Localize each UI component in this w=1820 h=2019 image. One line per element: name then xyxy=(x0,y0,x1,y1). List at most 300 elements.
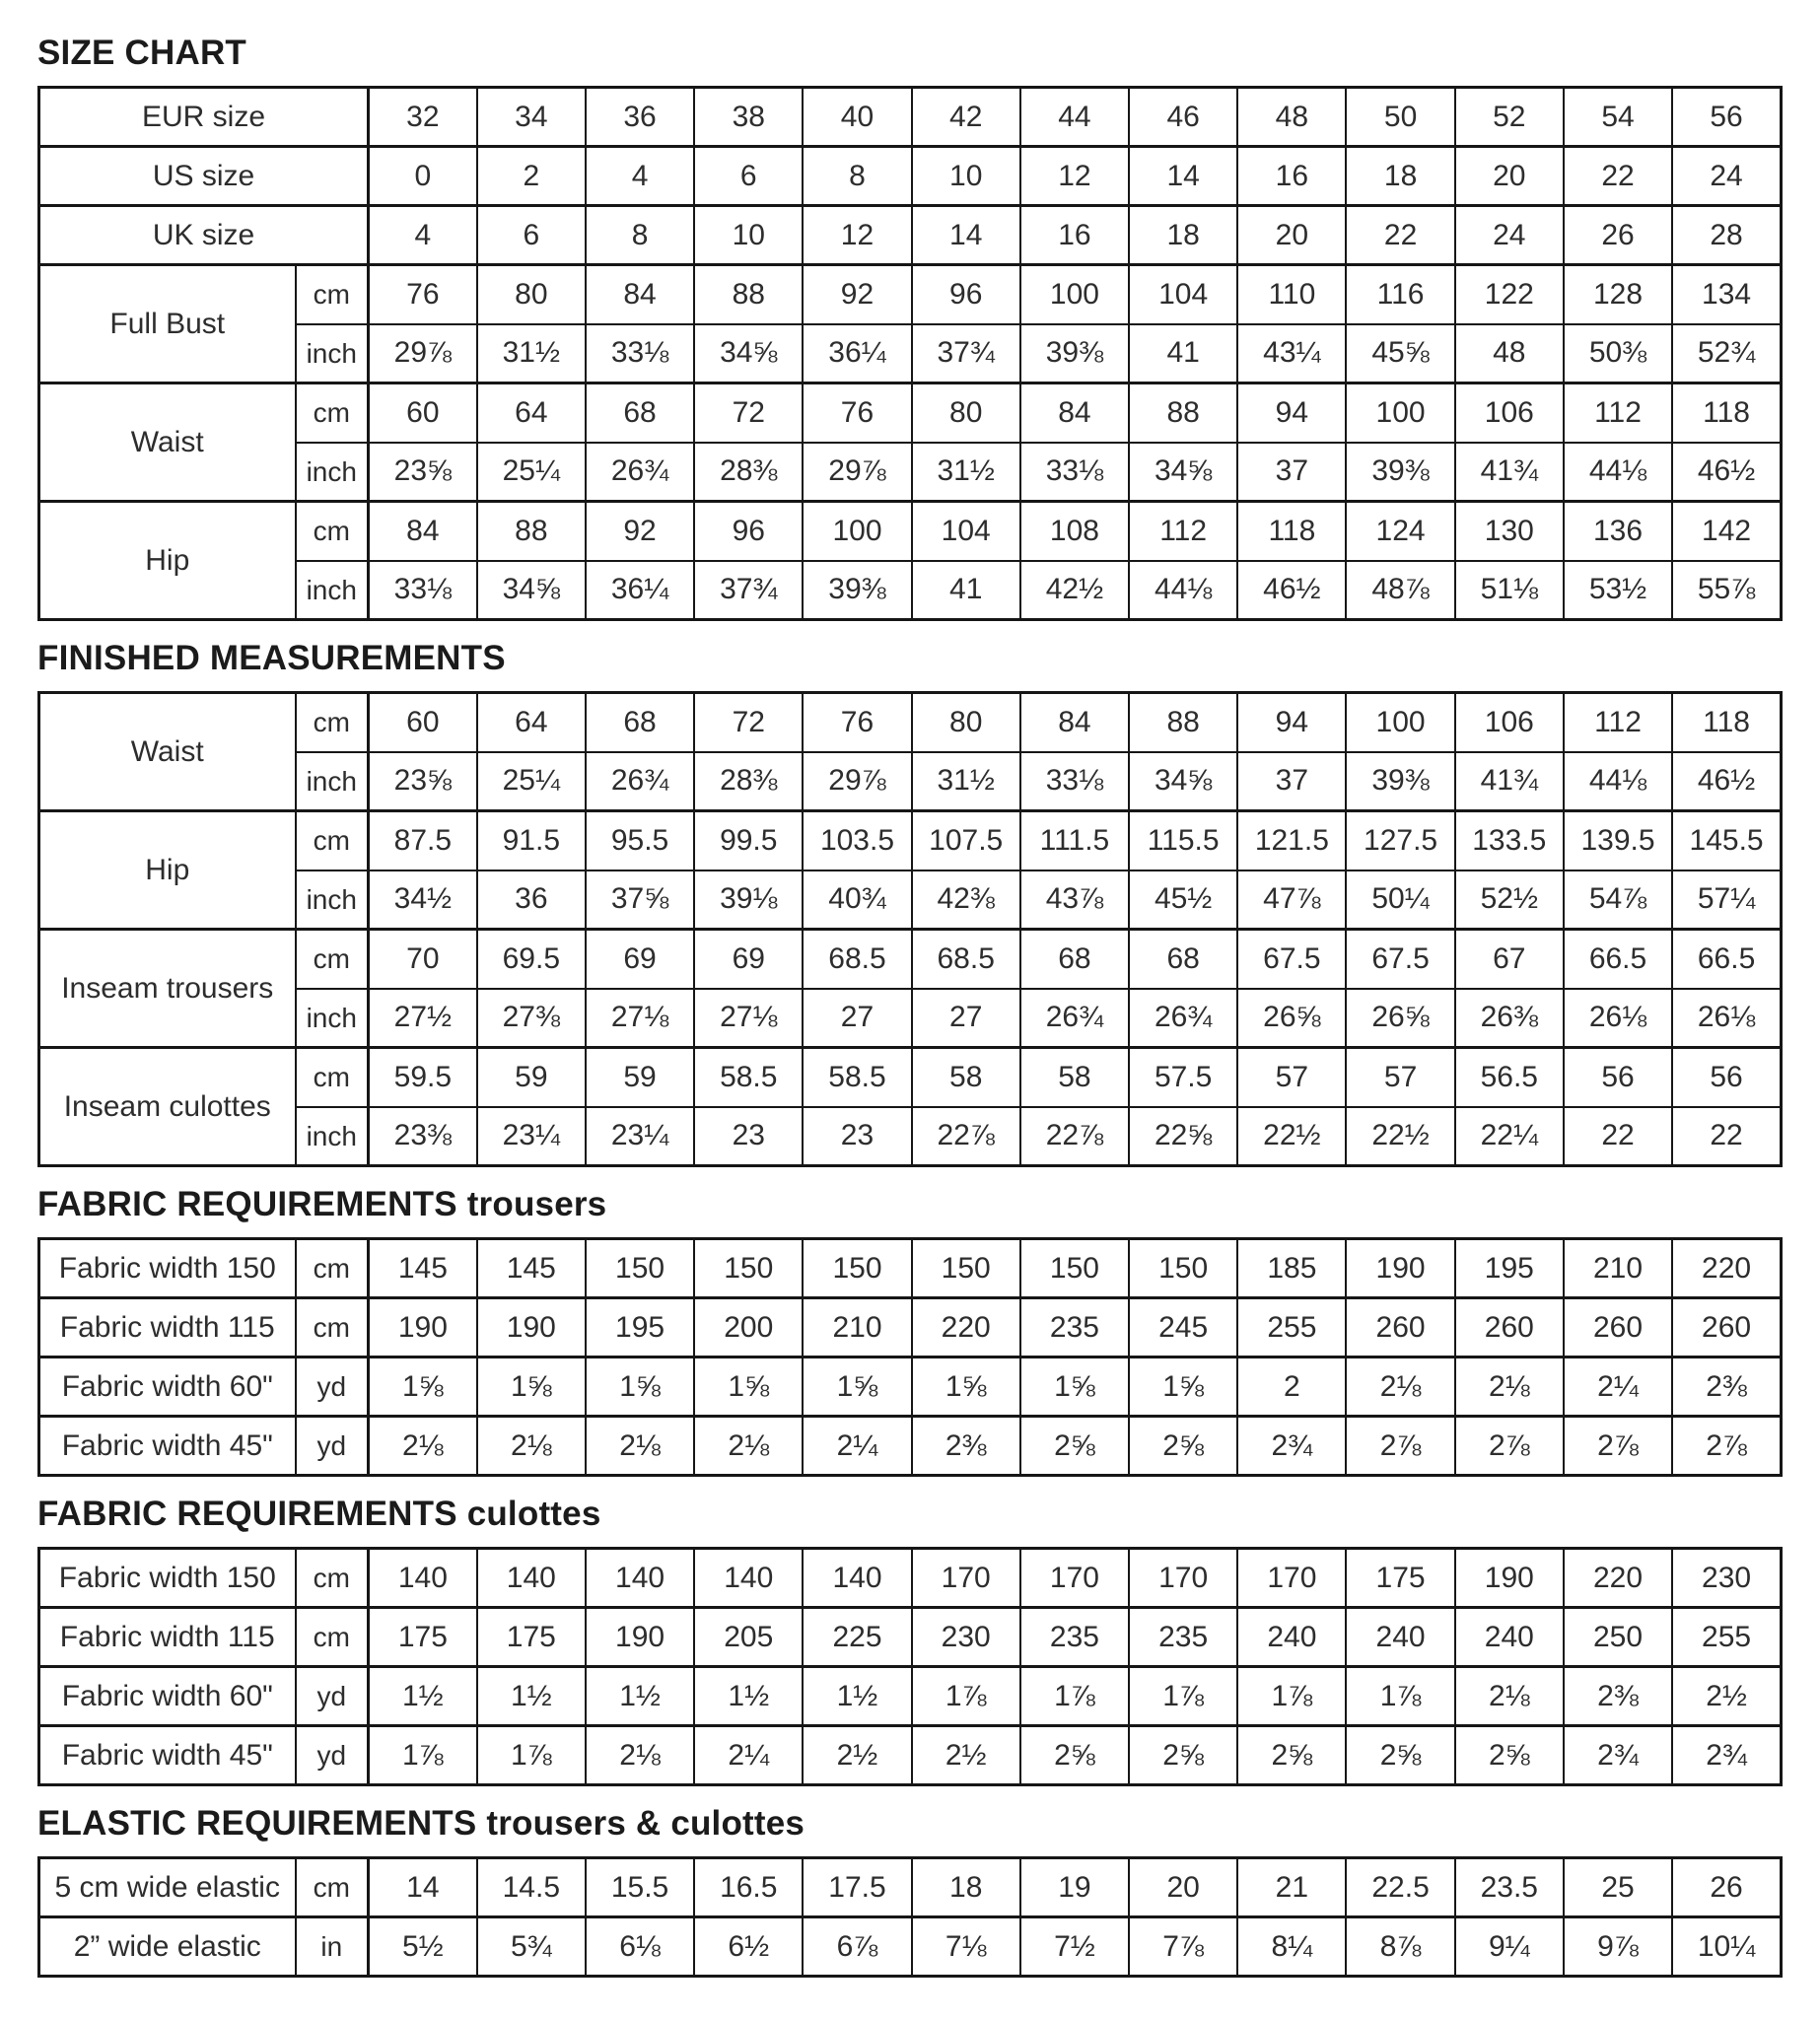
unit-label: cm xyxy=(296,383,369,443)
value-cell: 2¼ xyxy=(803,1417,911,1476)
value-cell: 44⅛ xyxy=(1129,561,1237,620)
value-cell: 2⅞ xyxy=(1672,1417,1781,1476)
value-cell: 1⅝ xyxy=(369,1358,477,1417)
value-cell: 255 xyxy=(1237,1298,1346,1358)
value-cell: 52 xyxy=(1455,88,1564,147)
value-cell: 26⅝ xyxy=(1237,989,1346,1048)
value-cell: 2⅛ xyxy=(1455,1358,1564,1417)
value-cell: 210 xyxy=(803,1298,911,1358)
value-cell: 95.5 xyxy=(586,811,694,870)
value-cell: 52¾ xyxy=(1672,324,1781,383)
value-cell: 25¼ xyxy=(477,752,586,811)
value-cell: 14 xyxy=(1129,147,1237,206)
row-label: Inseam culottes xyxy=(39,1048,296,1166)
value-cell: 225 xyxy=(803,1608,911,1667)
value-cell: 34½ xyxy=(369,870,477,930)
value-cell: 46½ xyxy=(1672,443,1781,502)
value-cell: 23.5 xyxy=(1455,1858,1564,1917)
value-cell: 68 xyxy=(1129,930,1237,989)
value-cell: 31½ xyxy=(477,324,586,383)
value-cell: 2⅝ xyxy=(1020,1726,1129,1785)
table-row xyxy=(39,989,1782,1048)
unit-label: cm xyxy=(296,1298,369,1358)
value-cell: 88 xyxy=(1129,383,1237,443)
section-title-fabric-trousers: FABRIC REQUIREMENTS trousers xyxy=(37,1185,607,1223)
section-elastic-requirements xyxy=(37,1804,1783,1978)
value-cell: 112 xyxy=(1564,693,1672,752)
row-label: 2” wide elastic xyxy=(39,1917,296,1977)
row-label: Inseam trousers xyxy=(39,930,296,1048)
value-cell: 56.5 xyxy=(1455,1048,1564,1107)
value-cell: 1⅝ xyxy=(694,1358,803,1417)
row-label: Fabric width 115 xyxy=(39,1298,296,1358)
value-cell: 150 xyxy=(694,1239,803,1298)
value-cell: 26 xyxy=(1672,1858,1781,1917)
value-cell: 260 xyxy=(1455,1298,1564,1358)
value-cell: 10 xyxy=(694,206,803,265)
value-cell: 12 xyxy=(1020,147,1129,206)
value-cell: 67.5 xyxy=(1346,930,1454,989)
unit-label: inch xyxy=(296,870,369,930)
value-cell: 33⅛ xyxy=(369,561,477,620)
value-cell: 37¾ xyxy=(912,324,1020,383)
unit-label: cm xyxy=(296,1608,369,1667)
value-cell: 220 xyxy=(912,1298,1020,1358)
value-cell: 122 xyxy=(1455,265,1564,324)
table-row xyxy=(39,1858,1782,1917)
unit-label: cm xyxy=(296,693,369,752)
value-cell: 2¼ xyxy=(694,1726,803,1785)
value-cell: 1½ xyxy=(477,1667,586,1726)
value-cell: 51⅛ xyxy=(1455,561,1564,620)
value-cell: 50¼ xyxy=(1346,870,1454,930)
value-cell: 45⅝ xyxy=(1346,324,1454,383)
value-cell: 111.5 xyxy=(1020,811,1129,870)
table-row xyxy=(39,1107,1782,1166)
value-cell: 150 xyxy=(912,1239,1020,1298)
section-finished-measurements xyxy=(37,639,1783,1167)
value-cell: 47⅞ xyxy=(1237,870,1346,930)
value-cell: 170 xyxy=(1237,1549,1346,1608)
value-cell: 46½ xyxy=(1237,561,1346,620)
value-cell: 1⅞ xyxy=(912,1667,1020,1726)
value-cell: 1½ xyxy=(369,1667,477,1726)
value-cell: 94 xyxy=(1237,383,1346,443)
value-cell: 140 xyxy=(586,1549,694,1608)
value-cell: 136 xyxy=(1564,502,1672,561)
value-cell: 64 xyxy=(477,693,586,752)
value-cell: 6 xyxy=(477,206,586,265)
value-cell: 37¾ xyxy=(694,561,803,620)
value-cell: 27 xyxy=(912,989,1020,1048)
value-cell: 16.5 xyxy=(694,1858,803,1917)
value-cell: 140 xyxy=(477,1549,586,1608)
row-label: Fabric width 150 xyxy=(39,1239,296,1298)
value-cell: 2⅛ xyxy=(586,1726,694,1785)
value-cell: 42½ xyxy=(1020,561,1129,620)
unit-label: cm xyxy=(296,1239,369,1298)
value-cell: 100 xyxy=(803,502,911,561)
value-cell: 59.5 xyxy=(369,1048,477,1107)
unit-label: inch xyxy=(296,989,369,1048)
value-cell: 36 xyxy=(477,870,586,930)
value-cell: 2⅝ xyxy=(1129,1726,1237,1785)
value-cell: 8⅞ xyxy=(1346,1917,1454,1977)
value-cell: 140 xyxy=(369,1549,477,1608)
unit-label: inch xyxy=(296,561,369,620)
value-cell: 91.5 xyxy=(477,811,586,870)
value-cell: 26⅛ xyxy=(1672,989,1781,1048)
value-cell: 2¾ xyxy=(1564,1726,1672,1785)
finished-measurements-table xyxy=(37,691,1783,1167)
unit-label: inch xyxy=(296,324,369,383)
value-cell: 14.5 xyxy=(477,1858,586,1917)
value-cell: 33⅛ xyxy=(1020,443,1129,502)
value-cell: 19 xyxy=(1020,1858,1129,1917)
value-cell: 24 xyxy=(1455,206,1564,265)
value-cell: 2⅞ xyxy=(1564,1417,1672,1476)
value-cell: 80 xyxy=(477,265,586,324)
value-cell: 230 xyxy=(912,1608,1020,1667)
value-cell: 10¼ xyxy=(1672,1917,1781,1977)
value-cell: 92 xyxy=(803,265,911,324)
value-cell: 23¼ xyxy=(477,1107,586,1166)
table-row xyxy=(39,811,1782,870)
value-cell: 22⅞ xyxy=(1020,1107,1129,1166)
value-cell: 66.5 xyxy=(1672,930,1781,989)
value-cell: 22 xyxy=(1564,147,1672,206)
value-cell: 20 xyxy=(1129,1858,1237,1917)
value-cell: 1⅞ xyxy=(1237,1667,1346,1726)
value-cell: 1⅞ xyxy=(1129,1667,1237,1726)
value-cell: 260 xyxy=(1564,1298,1672,1358)
value-cell: 1⅝ xyxy=(912,1358,1020,1417)
section-size-chart xyxy=(37,34,1783,621)
section-title-elastic: ELASTIC REQUIREMENTS trousers & culottes xyxy=(37,1804,805,1843)
unit-label: cm xyxy=(296,811,369,870)
table-row xyxy=(39,1239,1782,1298)
table-row xyxy=(39,870,1782,930)
value-cell: 34⅝ xyxy=(477,561,586,620)
value-cell: 145 xyxy=(369,1239,477,1298)
value-cell: 88 xyxy=(694,265,803,324)
value-cell: 16 xyxy=(1237,147,1346,206)
value-cell: 107.5 xyxy=(912,811,1020,870)
value-cell: 2⅛ xyxy=(1346,1358,1454,1417)
value-cell: 145 xyxy=(477,1239,586,1298)
row-label: Fabric width 60" xyxy=(39,1358,296,1417)
value-cell: 103.5 xyxy=(803,811,911,870)
value-cell: 255 xyxy=(1672,1608,1781,1667)
value-cell: 26¾ xyxy=(1020,989,1129,1048)
value-cell: 76 xyxy=(803,693,911,752)
value-cell: 48 xyxy=(1455,324,1564,383)
unit-label: yd xyxy=(296,1358,369,1417)
unit-label: cm xyxy=(296,930,369,989)
value-cell: 41 xyxy=(1129,324,1237,383)
value-cell: 1⅝ xyxy=(1129,1358,1237,1417)
value-cell: 142 xyxy=(1672,502,1781,561)
value-cell: 42⅜ xyxy=(912,870,1020,930)
value-cell: 29⅞ xyxy=(803,443,911,502)
value-cell: 59 xyxy=(586,1048,694,1107)
value-cell: 108 xyxy=(1020,502,1129,561)
value-cell: 68 xyxy=(586,383,694,443)
value-cell: 2⅝ xyxy=(1129,1417,1237,1476)
value-cell: 84 xyxy=(1020,693,1129,752)
value-cell: 87.5 xyxy=(369,811,477,870)
value-cell: 68 xyxy=(1020,930,1129,989)
table-row xyxy=(39,383,1782,443)
value-cell: 2⅝ xyxy=(1455,1726,1564,1785)
value-cell: 28⅜ xyxy=(694,443,803,502)
value-cell: 128 xyxy=(1564,265,1672,324)
section-fabric-requirements-trousers xyxy=(37,1185,1783,1477)
value-cell: 57¼ xyxy=(1672,870,1781,930)
value-cell: 8¼ xyxy=(1237,1917,1346,1977)
table-row xyxy=(39,1048,1782,1107)
table-row xyxy=(39,1608,1782,1667)
value-cell: 116 xyxy=(1346,265,1454,324)
value-cell: 40¾ xyxy=(803,870,911,930)
value-cell: 12 xyxy=(803,206,911,265)
value-cell: 106 xyxy=(1455,383,1564,443)
section-title-size-chart: SIZE CHART xyxy=(37,34,246,72)
value-cell: 230 xyxy=(1672,1549,1781,1608)
value-cell: 37 xyxy=(1237,752,1346,811)
value-cell: 118 xyxy=(1237,502,1346,561)
value-cell: 45½ xyxy=(1129,870,1237,930)
value-cell: 57 xyxy=(1237,1048,1346,1107)
value-cell: 4 xyxy=(369,206,477,265)
value-cell: 1⅞ xyxy=(1020,1667,1129,1726)
value-cell: 26⅝ xyxy=(1346,989,1454,1048)
value-cell: 121.5 xyxy=(1237,811,1346,870)
value-cell: 1⅝ xyxy=(1020,1358,1129,1417)
value-cell: 72 xyxy=(694,693,803,752)
value-cell: 190 xyxy=(586,1608,694,1667)
table-row xyxy=(39,147,1782,206)
value-cell: 34⅝ xyxy=(694,324,803,383)
value-cell: 34⅝ xyxy=(1129,752,1237,811)
value-cell: 66.5 xyxy=(1564,930,1672,989)
table-row xyxy=(39,1417,1782,1476)
value-cell: 72 xyxy=(694,383,803,443)
value-cell: 115.5 xyxy=(1129,811,1237,870)
value-cell: 22⅞ xyxy=(912,1107,1020,1166)
row-label: Waist xyxy=(39,693,296,811)
value-cell: 260 xyxy=(1346,1298,1454,1358)
value-cell: 1½ xyxy=(586,1667,694,1726)
table-row xyxy=(39,1917,1782,1977)
table-row xyxy=(39,502,1782,561)
value-cell: 106 xyxy=(1455,693,1564,752)
value-cell: 2⅜ xyxy=(912,1417,1020,1476)
value-cell: 18 xyxy=(1129,206,1237,265)
value-cell: 7⅞ xyxy=(1129,1917,1237,1977)
value-cell: 80 xyxy=(912,693,1020,752)
value-cell: 68.5 xyxy=(912,930,1020,989)
value-cell: 23⅝ xyxy=(369,752,477,811)
value-cell: 27⅛ xyxy=(586,989,694,1048)
value-cell: 22½ xyxy=(1346,1107,1454,1166)
value-cell: 150 xyxy=(803,1239,911,1298)
value-cell: 44⅛ xyxy=(1564,443,1672,502)
value-cell: 2⅛ xyxy=(694,1417,803,1476)
value-cell: 23¼ xyxy=(586,1107,694,1166)
section-title-finished-measurements: FINISHED MEASUREMENTS xyxy=(37,639,506,677)
value-cell: 240 xyxy=(1455,1608,1564,1667)
table-row xyxy=(39,752,1782,811)
value-cell: 84 xyxy=(1020,383,1129,443)
value-cell: 69 xyxy=(694,930,803,989)
value-cell: 2⅝ xyxy=(1020,1417,1129,1476)
value-cell: 53½ xyxy=(1564,561,1672,620)
value-cell: 29⅞ xyxy=(369,324,477,383)
value-cell: 118 xyxy=(1672,383,1781,443)
value-cell: 170 xyxy=(912,1549,1020,1608)
value-cell: 70 xyxy=(369,930,477,989)
value-cell: 26¾ xyxy=(586,752,694,811)
value-cell: 39⅜ xyxy=(803,561,911,620)
row-label: Fabric width 150 xyxy=(39,1549,296,1608)
unit-label: inch xyxy=(296,443,369,502)
value-cell: 37⅝ xyxy=(586,870,694,930)
table-row xyxy=(39,1358,1782,1417)
value-cell: 250 xyxy=(1564,1608,1672,1667)
value-cell: 195 xyxy=(586,1298,694,1358)
value-cell: 76 xyxy=(803,383,911,443)
value-cell: 84 xyxy=(369,502,477,561)
value-cell: 190 xyxy=(1346,1239,1454,1298)
value-cell: 190 xyxy=(1455,1549,1564,1608)
row-label: Fabric width 45" xyxy=(39,1417,296,1476)
table-row xyxy=(39,561,1782,620)
value-cell: 41¾ xyxy=(1455,752,1564,811)
value-cell: 205 xyxy=(694,1608,803,1667)
value-cell: 8 xyxy=(586,206,694,265)
value-cell: 94 xyxy=(1237,693,1346,752)
table-row xyxy=(39,88,1782,147)
value-cell: 96 xyxy=(694,502,803,561)
value-cell: 88 xyxy=(477,502,586,561)
value-cell: 100 xyxy=(1346,693,1454,752)
table-row xyxy=(39,1549,1782,1608)
value-cell: 134 xyxy=(1672,265,1781,324)
value-cell: 84 xyxy=(586,265,694,324)
value-cell: 25¼ xyxy=(477,443,586,502)
value-cell: 92 xyxy=(586,502,694,561)
value-cell: 22.5 xyxy=(1346,1858,1454,1917)
value-cell: 26⅛ xyxy=(1564,989,1672,1048)
value-cell: 170 xyxy=(1020,1549,1129,1608)
value-cell: 2⅝ xyxy=(1346,1726,1454,1785)
value-cell: 2¾ xyxy=(1237,1417,1346,1476)
value-cell: 58.5 xyxy=(803,1048,911,1107)
value-cell: 58 xyxy=(1020,1048,1129,1107)
value-cell: 140 xyxy=(803,1549,911,1608)
table-row xyxy=(39,443,1782,502)
row-label: Fabric width 60" xyxy=(39,1667,296,1726)
value-cell: 2½ xyxy=(803,1726,911,1785)
value-cell: 46½ xyxy=(1672,752,1781,811)
value-cell: 67.5 xyxy=(1237,930,1346,989)
value-cell: 42 xyxy=(912,88,1020,147)
value-cell: 1⅝ xyxy=(477,1358,586,1417)
value-cell: 22 xyxy=(1346,206,1454,265)
value-cell: 2¾ xyxy=(1672,1726,1781,1785)
value-cell: 50 xyxy=(1346,88,1454,147)
table-row xyxy=(39,1726,1782,1785)
value-cell: 26¾ xyxy=(586,443,694,502)
value-cell: 220 xyxy=(1672,1239,1781,1298)
value-cell: 22⅝ xyxy=(1129,1107,1237,1166)
unit-label: yd xyxy=(296,1726,369,1785)
row-label: Hip xyxy=(39,811,296,930)
value-cell: 41 xyxy=(912,561,1020,620)
value-cell: 39⅜ xyxy=(1346,752,1454,811)
value-cell: 260 xyxy=(1672,1298,1781,1358)
value-cell: 1⅞ xyxy=(1346,1667,1454,1726)
value-cell: 39⅛ xyxy=(694,870,803,930)
value-cell: 235 xyxy=(1129,1608,1237,1667)
value-cell: 31½ xyxy=(912,443,1020,502)
value-cell: 96 xyxy=(912,265,1020,324)
unit-label: in xyxy=(296,1917,369,1977)
value-cell: 2½ xyxy=(1672,1667,1781,1726)
value-cell: 59 xyxy=(477,1048,586,1107)
row-label: US size xyxy=(39,147,369,206)
value-cell: 20 xyxy=(1455,147,1564,206)
value-cell: 31½ xyxy=(912,752,1020,811)
unit-label: inch xyxy=(296,1107,369,1166)
value-cell: 26⅜ xyxy=(1455,989,1564,1048)
value-cell: 185 xyxy=(1237,1239,1346,1298)
value-cell: 20 xyxy=(1237,206,1346,265)
value-cell: 245 xyxy=(1129,1298,1237,1358)
unit-label: cm xyxy=(296,1858,369,1917)
value-cell: 6⅞ xyxy=(803,1917,911,1977)
row-label: EUR size xyxy=(39,88,369,147)
value-cell: 2⅛ xyxy=(477,1417,586,1476)
value-cell: 17.5 xyxy=(803,1858,911,1917)
value-cell: 32 xyxy=(369,88,477,147)
value-cell: 68.5 xyxy=(803,930,911,989)
value-cell: 240 xyxy=(1346,1608,1454,1667)
value-cell: 7⅛ xyxy=(912,1917,1020,1977)
value-cell: 100 xyxy=(1020,265,1129,324)
value-cell: 210 xyxy=(1564,1239,1672,1298)
value-cell: 18 xyxy=(1346,147,1454,206)
value-cell: 16 xyxy=(1020,206,1129,265)
value-cell: 36¼ xyxy=(803,324,911,383)
value-cell: 18 xyxy=(912,1858,1020,1917)
value-cell: 60 xyxy=(369,383,477,443)
value-cell: 2⅞ xyxy=(1455,1417,1564,1476)
value-cell: 39⅜ xyxy=(1346,443,1454,502)
value-cell: 200 xyxy=(694,1298,803,1358)
value-cell: 104 xyxy=(1129,265,1237,324)
value-cell: 5½ xyxy=(369,1917,477,1977)
value-cell: 68 xyxy=(586,693,694,752)
value-cell: 56 xyxy=(1672,88,1781,147)
value-cell: 8 xyxy=(803,147,911,206)
value-cell: 26¾ xyxy=(1129,989,1237,1048)
value-cell: 14 xyxy=(912,206,1020,265)
value-cell: 44 xyxy=(1020,88,1129,147)
value-cell: 34 xyxy=(477,88,586,147)
row-label: Waist xyxy=(39,383,296,502)
